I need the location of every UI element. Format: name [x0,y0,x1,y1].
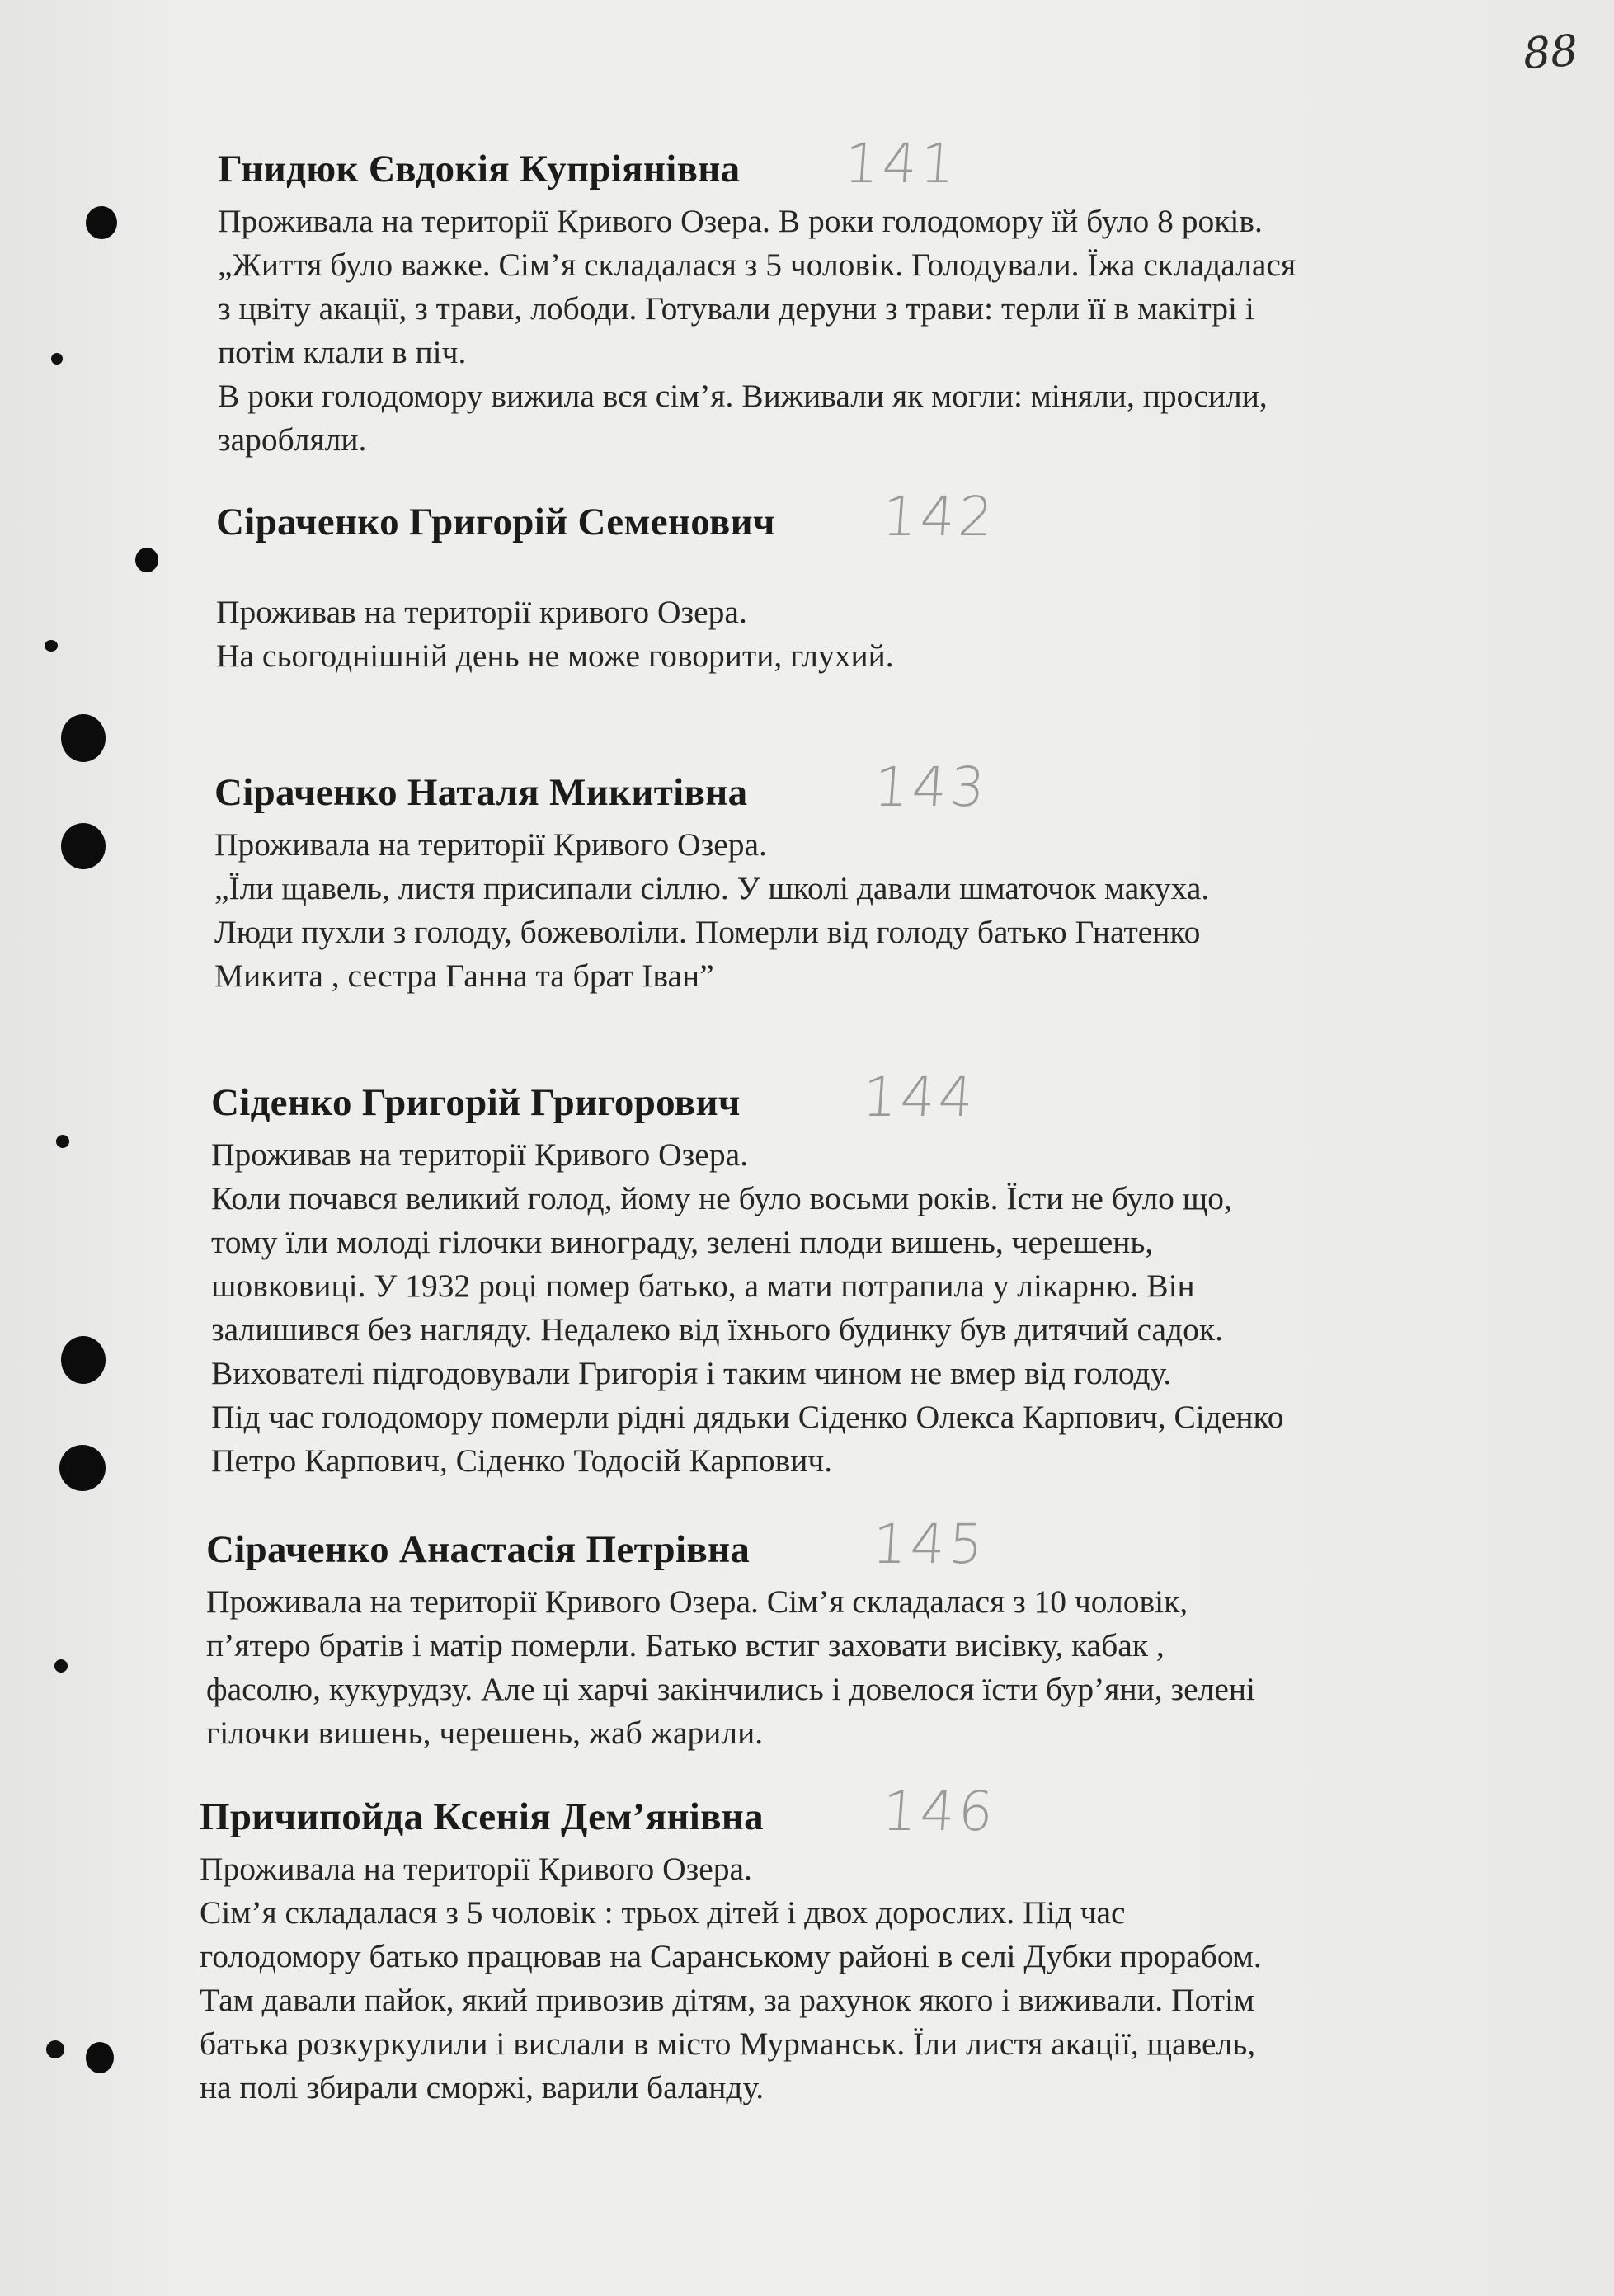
testimony-entry [218,132,1296,462]
punch-hole [61,1336,106,1384]
paper-speck [54,1659,68,1673]
paper-speck [51,353,63,365]
handwritten-entry-number: 143 [872,755,991,819]
handwritten-entry-number: 142 [880,485,999,548]
text-line: Проживав на території Кривого Озера. [211,1136,748,1173]
punch-hole [135,548,158,572]
testimony-entry [206,1513,1255,1755]
paper-speck [46,2040,64,2058]
text-line: Сім’я складалася з 5 чоловік : трьох дітей і двох дорослих. Під час [200,1894,1126,1931]
text-line: шовковиці. У 1932 році помер батько, а мати потрапила у лікарню. Він [211,1268,1195,1304]
text-line: Проживала на території Кривого Озера. [200,1851,752,1887]
testimony-entry [214,755,1210,998]
paper-speck [56,1135,69,1148]
testimony-text [206,1580,1255,1755]
text-line: В роки голодомору вижила вся сім’я. Виживали як могли: міняли, просили, [218,378,1268,414]
text-line: Там давали пайок, який привозив дітям, за рахунок якого і виживали. Потім [200,1982,1254,2018]
text-line: На сьогоднішній день не може говорити, глухий. [216,638,894,674]
testimony-text [211,1133,1283,1483]
handwritten-entry-number: 141 [842,132,961,195]
text-line: голодомору батько працював на Саранському районі в селі Дубки прорабом. [200,1938,1262,1974]
punch-hole [61,823,106,869]
punch-hole [61,714,106,762]
testimony-text [200,1847,1262,2110]
testimony-entry [200,1780,1262,2110]
testimony-text [214,823,1209,998]
text-line: батька розкуркулили і вислали в місто Мурманськ. Їли листя акації, щавель, [200,2025,1256,2062]
text-line: Коли почався великий голод, йому не було восьми років. Їсти не було що, [211,1180,1232,1216]
testimony-text [216,590,894,678]
person-name: Сіденко Григорій Григорович [211,1081,741,1124]
handwritten-entry-number: 145 [870,1513,989,1576]
text-line: Проживала на території Кривого Озера. В роки голодомору їй було 8 років. [218,203,1263,239]
text-line: Під час голодомору померли рідні дядьки Сіденко Олекса Карпович, Сіденко [211,1399,1284,1435]
text-line: „Їли щавель, листя присипали сіллю. У школі давали шматочок макуха. [214,870,1210,906]
text-line: заробляли. [218,421,367,458]
punch-hole [59,1445,106,1491]
person-name: Гнидюк Євдокія Купріянівна [218,148,741,191]
person-name: Сіраченко Наталя Микитівна [214,771,748,814]
text-line: фасолю, кукурудзу. Але ці харчі закінчились і довелося їсти бур’яни, зелені [206,1671,1255,1707]
text-line: Вихователі підгодовували Григорія і таким чином не вмер від голоду. [211,1355,1172,1391]
text-line: гілочки вишень, черешень, жаб жарили. [206,1715,764,1751]
text-line: Проживала на території Кривого Озера. Сім’я складалася з 10 чоловік, [206,1583,1188,1620]
text-line: тому їли молоді гілочки винограду, зелені плоди вишень, черешень, [211,1224,1154,1260]
text-line: залишився без нагляду. Недалеко від їхнього будинку був дитячий садок. [211,1311,1223,1348]
handwritten-page-number: 88 [1521,26,1580,80]
testimony-entry [216,485,999,678]
text-line: Люди пухли з голоду, божеволіли. Померли від голоду батько Гнатенко [214,914,1201,950]
person-name: Причипойда Ксенія Дем’янівна [200,1795,764,1838]
text-line: „Життя було важке. Сім’я складалася з 5 чоловік. Голодували. Їжа складалася [218,247,1296,283]
handwritten-entry-number: 146 [880,1780,999,1843]
testimony-entry [211,1066,1284,1483]
text-line: Микита , сестра Ганна та брат Іван” [214,957,714,994]
text-line: Петро Карпович, Сіденко Тодосій Карпович. [211,1442,833,1479]
punch-hole [86,2042,114,2073]
paper-speck [45,640,58,652]
punch-hole [86,206,117,239]
text-line: п’ятеро братів і матір померли. Батько встиг заховати висівку, кабак , [206,1627,1165,1663]
text-line: потім клали в піч. [218,334,467,370]
text-line: на полі збирали сморжі, варили баланду. [200,2069,765,2105]
handwritten-entry-number: 144 [860,1066,979,1129]
person-name: Сіраченко Анастасія Петрівна [206,1528,751,1571]
text-line: з цвіту акації, з трави, лободи. Готували деруни з трави: терли її в макітрі і [218,290,1254,327]
text-line: Проживала на території Кривого Озера. [214,826,767,863]
text-line: Проживав на території кривого Озера. [216,594,747,630]
person-name: Сіраченко Григорій Семенович [216,501,775,543]
testimony-text [218,200,1296,462]
